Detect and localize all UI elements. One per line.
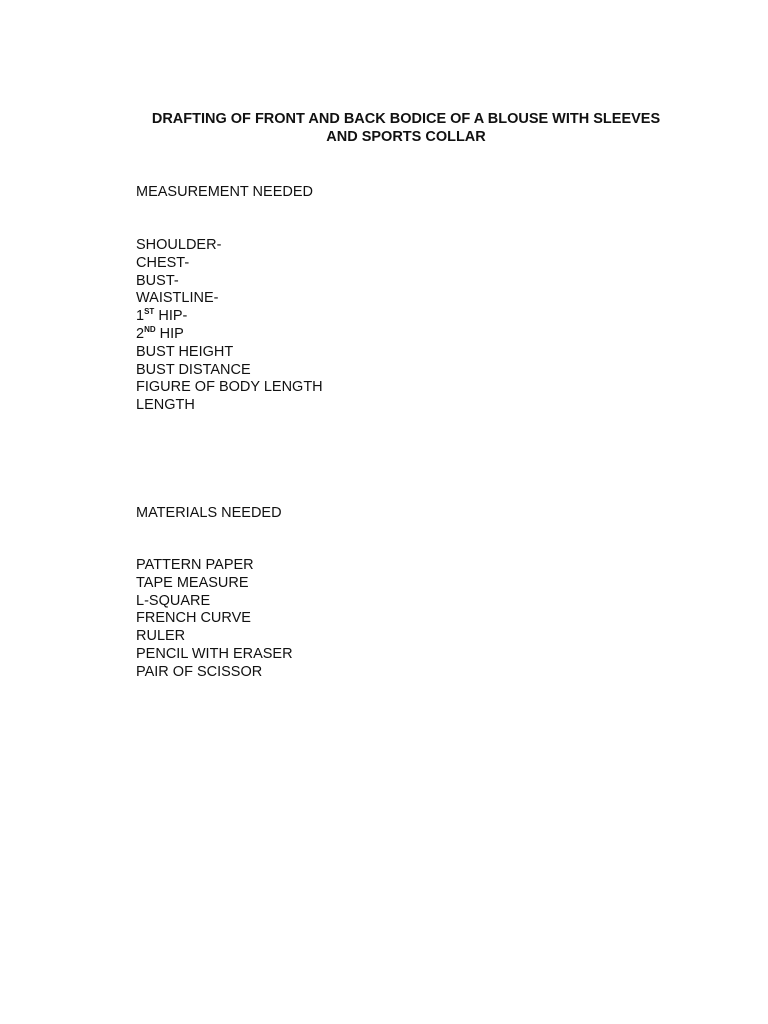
second-hip-number: 2 [136, 325, 145, 342]
material-item: PATTERN PAPER [136, 557, 254, 573]
measurement-item-waistline: WAISTLINE- [136, 290, 219, 307]
material-item: L-SQUARE [136, 592, 211, 609]
title-line-1: DRAFTING OF FRONT AND BACK BODICE OF A BLOUSE WITH SLEEVES [151, 111, 661, 127]
material-item: PAIR OF SCISSOR [136, 663, 263, 680]
measurement-item-bust-distance: BUST DISTANCE [136, 361, 251, 378]
material-item: PENCIL WITH ERASER [136, 645, 293, 662]
second-hip-label: HIP [155, 325, 184, 342]
measurement-item-length: LENGTH [136, 397, 195, 414]
material-item: FRENCH CURVE [136, 610, 251, 627]
measurement-item-figure-of-body-length: FIGURE OF BODY LENGTH [136, 379, 323, 396]
measurement-item-second-hip [136, 326, 323, 344]
measurement-list [136, 237, 323, 415]
material-item: RULER [136, 628, 186, 645]
measurement-item-chest: CHEST- [136, 254, 190, 271]
first-hip-number: 1 [136, 308, 145, 325]
document-title [136, 110, 676, 146]
materials-list [136, 557, 293, 682]
second-hip-ordinal: ND [144, 324, 156, 334]
measurement-item-shoulder: SHOULDER- [136, 237, 222, 253]
measurement-heading: MEASUREMENT NEEDED [136, 184, 313, 200]
measurement-item-first-hip [136, 308, 323, 326]
first-hip-ordinal: ST [144, 307, 155, 317]
material-item: TAPE MEASURE [136, 574, 249, 591]
measurement-item-bust-height: BUST HEIGHT [136, 343, 234, 360]
first-hip-label: HIP- [154, 308, 188, 325]
title-line-2: AND SPORTS COLLAR [326, 129, 486, 145]
measurement-item-bust: BUST- [136, 272, 179, 289]
materials-heading: MATERIALS NEEDED [136, 505, 282, 521]
